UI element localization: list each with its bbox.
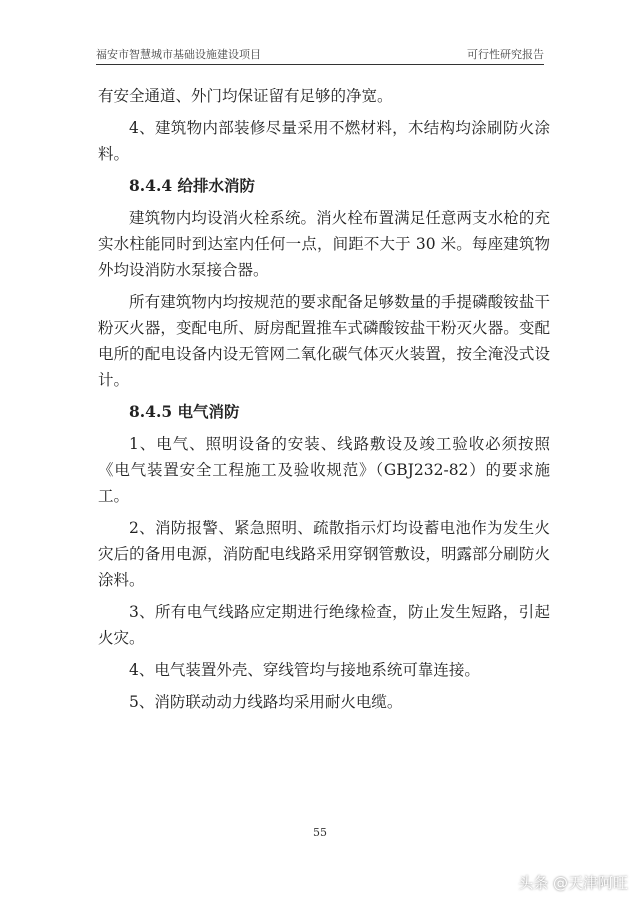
watermark: 头条 @天津阿旺	[518, 874, 628, 892]
paragraph: 有安全通道、外门均保证留有足够的净宽。	[98, 87, 393, 105]
page-number: 55	[313, 826, 327, 839]
section-heading-water-fire: 8.4.4 给排水消防	[129, 176, 256, 195]
paragraph: 4、电气装置外壳、穿线管均与接地系统可靠连接。	[129, 661, 480, 679]
paragraph: 5、消防联动动力线路均采用耐火电缆。	[129, 693, 403, 711]
header-project-title: 福安市智慧城市基础设施建设项目	[96, 48, 261, 61]
paragraph: 4、建筑物内部装修尽量采用不燃材料，木结构均涂刷防火涂料。	[98, 119, 550, 163]
section-heading-electrical-fire: 8.4.5 电气消防	[129, 402, 240, 421]
page-header	[96, 44, 544, 65]
document-body	[98, 83, 550, 721]
paragraph: 3、所有电气线路应定期进行绝缘检查，防止发生短路，引起火灾。	[98, 603, 550, 647]
paragraph: 2、消防报警、紧急照明、疏散指示灯均设蓄电池作为发生火灾后的备用电源，消防配电线路采用穿钢管敷设，明露部分刷防火涂料。	[98, 519, 550, 589]
paragraph: 建筑物内均设消火栓系统。消火栓布置满足任意两支水枪的充实水柱能同时到达室内任何一点，间距不大于 30 米。每座建筑物外均设消防水泵接合器。	[98, 209, 550, 279]
paragraph: 1、电气、照明设备的安装、线路敷设及竣工验收必须按照《电气装置安全工程施工及验收规范》（GBJ232-82）的要求施工。	[98, 435, 550, 505]
header-report-type: 可行性研究报告	[467, 48, 544, 61]
paragraph: 所有建筑物内均按规范的要求配备足够数量的手提磷酸铵盐干粉灭火器，变配电所、厨房配置推车式磷酸铵盐干粉灭火器。变配电所的配电设备内设无管网二氧化碳气体灭火装置，按全淹没式设计。	[98, 293, 550, 389]
